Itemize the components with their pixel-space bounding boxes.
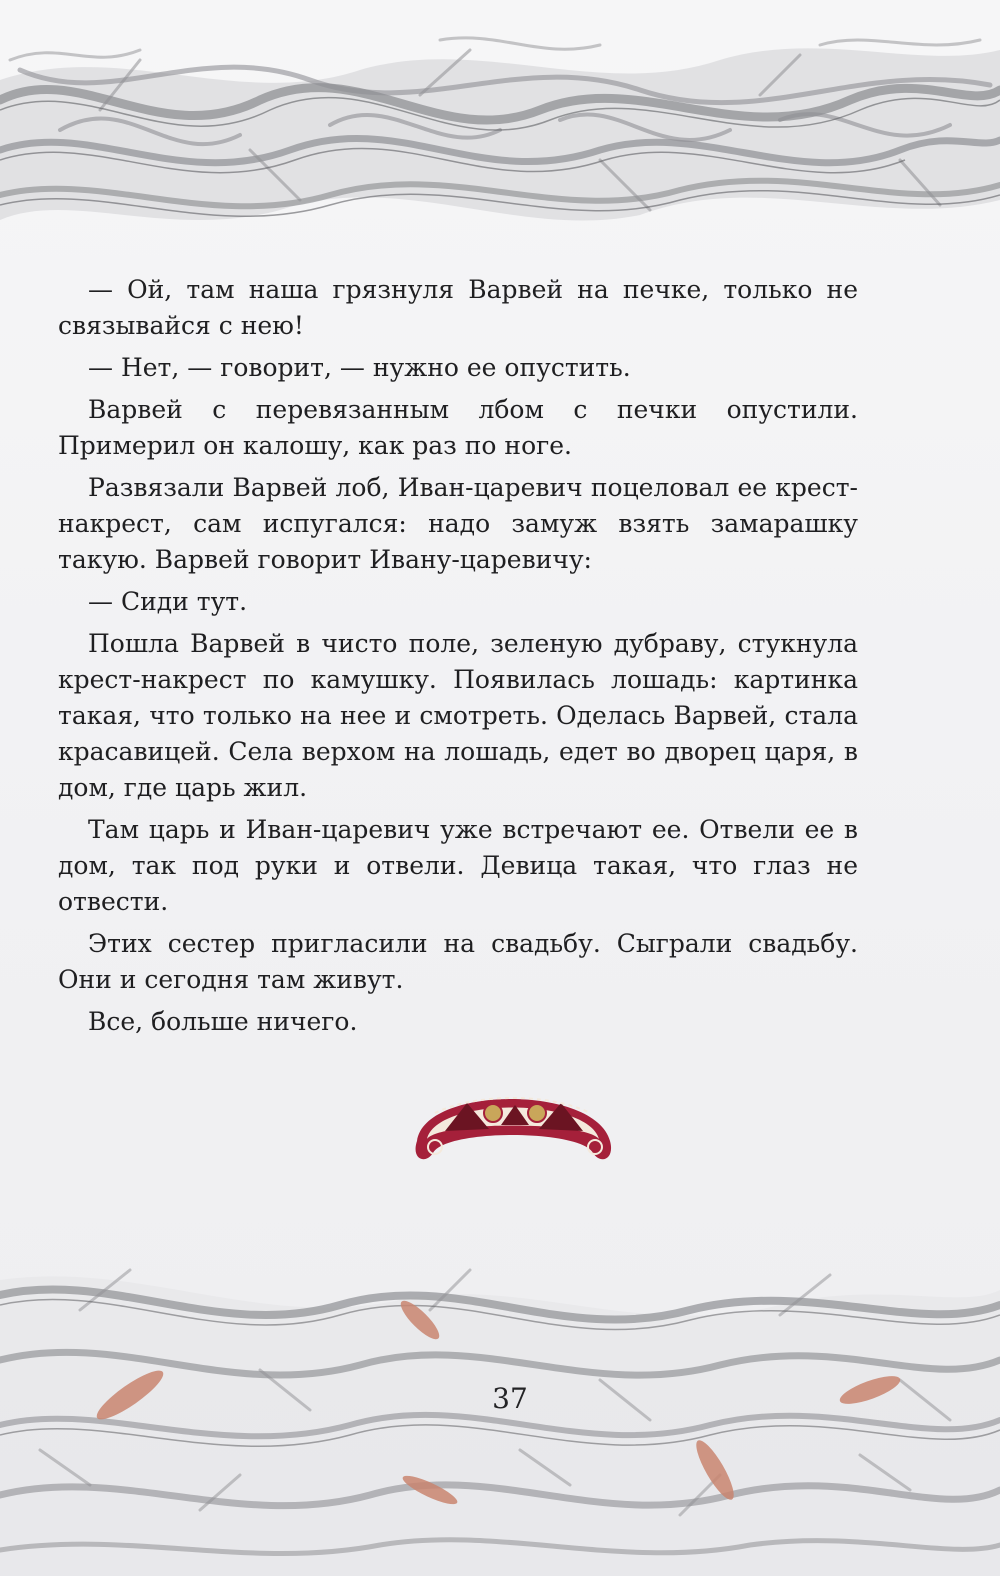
story-text	[58, 272, 858, 1040]
branches-top-illustration	[0, 0, 1000, 250]
paragraph: — Нет, — говорит, — нужно ее опустить.	[88, 353, 631, 382]
paragraph: — Сиди тут.	[88, 587, 248, 616]
folk-ornament-icon	[405, 1055, 620, 1167]
paragraph: Варвей с перевязанным лбом с печки опустили. Примерил он калошу, как раз по ноге.	[58, 395, 858, 460]
paragraph: Там царь и Иван-царевич уже встречают ее. Отвели ее в дом, так под руки и отвели. Девица такая, что глаз не отвести.	[58, 815, 858, 916]
paragraph: Развязали Варвей лоб, Иван-царевич поцеловал ее крест-накрест, сам испугался: надо замуж взять замарашку такую. Варвей говорит Ивану-царевичу:	[58, 473, 858, 574]
page-number: 37	[492, 1382, 528, 1415]
paragraph: Пошла Варвей в чисто поле, зеленую дубраву, стукнула крест-накрест по камушку. Появилась лошадь: картинка такая, что только на нее и смотреть. Оделась Варвей, стала красавицей. Села верхом на лошадь, едет во дворец царя, в дом, где царь жил.	[58, 629, 858, 802]
paragraph: Этих сестер пригласили на свадьбу. Сыграли свадьбу. Они и сегодня там живут.	[58, 929, 858, 994]
paragraph: Все, больше ничего.	[88, 1007, 358, 1036]
paragraph: — Ой, там наша грязнуля Варвей на печке, только не связывайся с нею!	[58, 275, 858, 340]
